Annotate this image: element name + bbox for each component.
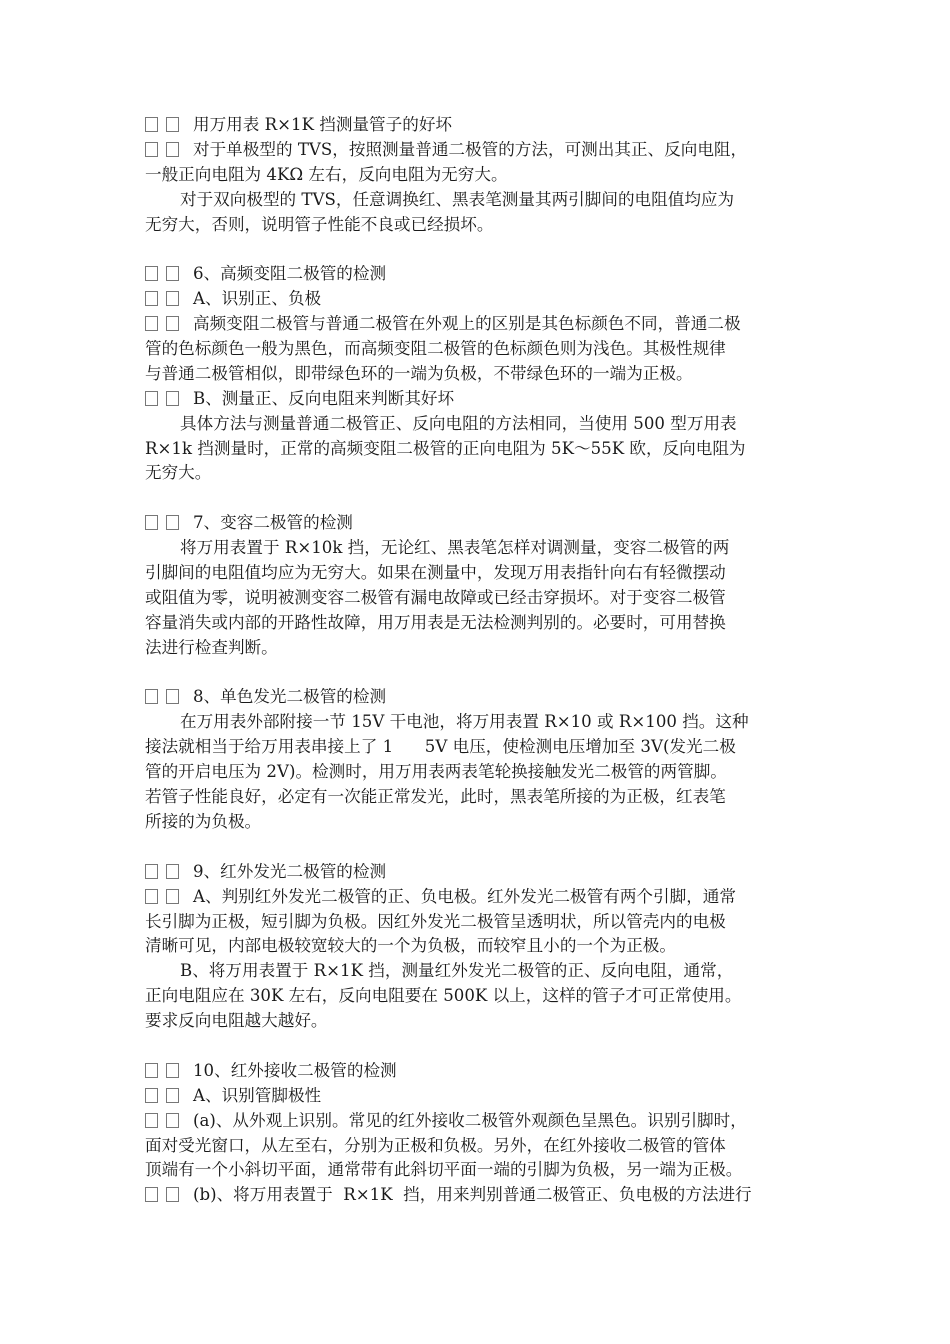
blank-line	[145, 1034, 810, 1059]
placeholder-glyph-icon	[145, 312, 187, 337]
line-text: 将万用表置于 R×10k 挡，无论红、黑表笔怎样对调测量，变容二极管的两	[180, 538, 730, 558]
line-text: 具体方法与测量普通二极管正、反向电阻的方法相同，当使用 500 型万用表	[180, 413, 737, 433]
placeholder-glyph-icon	[145, 387, 187, 412]
line-text: 8、单色发光二极管的检测	[193, 687, 387, 707]
text-line	[145, 362, 810, 387]
line-text: 引脚间的电阻值均应为无穷大。如果在测量中，发现万用表指针向右有轻微摆动	[145, 563, 726, 583]
blank-line	[145, 661, 810, 686]
placeholder-glyph-icon	[145, 1059, 187, 1084]
placeholder-glyph-icon	[145, 685, 187, 710]
text-line	[145, 1183, 810, 1208]
placeholder-glyph-icon	[145, 287, 187, 312]
placeholder-glyph-icon	[145, 113, 187, 138]
text-line	[145, 1009, 810, 1034]
line-text: 对于单极型的 TVS，按照测量普通二极管的方法，可测出其正、反向电阻，	[193, 139, 748, 159]
line-text: 一般正向电阻为 4KΩ 左右，反向电阻为无穷大。	[145, 164, 508, 184]
text-line	[145, 810, 810, 835]
line-text: (b)、将万用表置于 R×1K 挡，用来判别普通二极管正、负电极的方法进行	[193, 1185, 752, 1205]
line-text: 接法就相当于给万用表串接上了 1 5V 电压，使检测电压增加至 3V(发光二极	[145, 737, 736, 757]
text-line	[145, 412, 810, 437]
document-body	[145, 113, 810, 1208]
line-text: 在万用表外部附接一节 15V 干电池，将万用表置 R×10 或 R×100 挡。这种	[180, 712, 749, 732]
placeholder-glyph-icon	[145, 1084, 187, 1109]
line-text: 若管子性能良好，必定有一次能正常发光，此时，黑表笔所接的为正极，红表笔	[145, 787, 726, 807]
text-line	[145, 387, 810, 412]
text-line	[145, 536, 810, 561]
text-line	[145, 611, 810, 636]
text-line	[145, 138, 810, 163]
blank-line	[145, 486, 810, 511]
text-line	[145, 710, 810, 735]
text-line	[145, 1134, 810, 1159]
text-line	[145, 1084, 810, 1109]
line-text: 容量消失或内部的开路性故障，用万用表是无法检测判别的。必要时，可用替换	[145, 612, 726, 632]
text-line	[145, 312, 810, 337]
text-line	[145, 885, 810, 910]
text-line	[145, 685, 810, 710]
text-line	[145, 1059, 810, 1084]
text-line	[145, 437, 810, 462]
text-line	[145, 636, 810, 661]
text-line	[145, 860, 810, 885]
placeholder-glyph-icon	[145, 511, 187, 536]
line-text: 对于双向极型的 TVS，任意调换红、黑表笔测量其两引脚间的电阻值均应为	[180, 189, 735, 209]
line-text: 面对受光窗口，从左至右，分别为正极和负极。另外，在红外接收二极管的管体	[145, 1135, 726, 1155]
line-text: 或阻值为零，说明被测变容二极管有漏电故障或已经击穿损坏。对于变容二极管	[145, 587, 726, 607]
line-text: A、识别正、负极	[193, 289, 322, 309]
line-text: 高频变阻二极管与普通二极管在外观上的区别是其色标颜色不同，普通二极	[193, 314, 741, 334]
text-line	[145, 586, 810, 611]
line-text: 6、高频变阻二极管的检测	[193, 264, 387, 284]
text-line	[145, 163, 810, 188]
line-text: R×1k 挡测量时，正常的高频变阻二极管的正向电阻为 5K～55K 欧，反向电阻为	[145, 438, 746, 458]
text-line	[145, 213, 810, 238]
line-text: 法进行检查判断。	[145, 637, 278, 657]
text-line	[145, 910, 810, 935]
line-text: 与普通二极管相似，即带绿色环的一端为负极，不带绿色环的一端为正极。	[145, 363, 693, 383]
text-line	[145, 984, 810, 1009]
line-text: B、将万用表置于 R×1K 挡，测量红外发光二极管的正、反向电阻，通常，	[180, 961, 734, 981]
text-line	[145, 262, 810, 287]
line-text: A、识别管脚极性	[193, 1085, 322, 1105]
text-line	[145, 934, 810, 959]
line-text: 要求反向电阻越大越好。	[145, 1011, 328, 1031]
line-text: A、判别红外发光二极管的正、负电极。红外发光二极管有两个引脚，通常	[193, 886, 736, 906]
text-line	[145, 287, 810, 312]
line-text: 所接的为负极。	[145, 811, 262, 831]
text-line	[145, 1109, 810, 1134]
text-line	[145, 959, 810, 984]
line-text: 顶端有一个小斜切平面，通常带有此斜切平面一端的引脚为负极，另一端为正极。	[145, 1160, 743, 1180]
line-text: B、测量正、反向电阻来判断其好坏	[193, 388, 455, 408]
line-text: 清晰可见，内部电极较宽较大的一个为负极，而较窄且小的一个为正极。	[145, 936, 676, 956]
text-line	[145, 337, 810, 362]
text-line	[145, 561, 810, 586]
text-line	[145, 113, 810, 138]
text-line	[145, 461, 810, 486]
blank-line	[145, 237, 810, 262]
line-text: 9、红外发光二极管的检测	[193, 861, 387, 881]
blank-line	[145, 835, 810, 860]
line-text: 管的开启电压为 2V)。检测时，用万用表两表笔轮换接触发光二极管的两管脚。	[145, 762, 727, 782]
line-text: 10、红外接收二极管的检测	[193, 1060, 397, 1080]
placeholder-glyph-icon	[145, 262, 187, 287]
text-line	[145, 760, 810, 785]
line-text: 无穷大，否则，说明管子性能不良或已经损坏。	[145, 214, 494, 234]
line-text: 管的色标颜色一般为黑色，而高频变阻二极管的色标颜色则为浅色。其极性规律	[145, 339, 726, 359]
text-line	[145, 1158, 810, 1183]
text-line	[145, 511, 810, 536]
placeholder-glyph-icon	[145, 1183, 187, 1208]
placeholder-glyph-icon	[145, 1109, 187, 1134]
text-line	[145, 735, 810, 760]
line-text: 无穷大。	[145, 463, 212, 483]
placeholder-glyph-icon	[145, 885, 187, 910]
placeholder-glyph-icon	[145, 860, 187, 885]
line-text: (a)、从外观上识别。常见的红外接收二极管外观颜色呈黑色。识别引脚时，	[193, 1110, 747, 1130]
line-text: 正向电阻应在 30K 左右，反向电阻要在 500K 以上，这样的管子才可正常使用。	[145, 986, 742, 1006]
line-text: 长引脚为正极，短引脚为负极。因红外发光二极管呈透明状，所以管壳内的电极	[145, 911, 726, 931]
text-line	[145, 785, 810, 810]
line-text: 7、变容二极管的检测	[193, 513, 353, 533]
text-line	[145, 188, 810, 213]
placeholder-glyph-icon	[145, 138, 187, 163]
line-text: 用万用表 R×1K 挡测量管子的好坏	[193, 115, 453, 134]
